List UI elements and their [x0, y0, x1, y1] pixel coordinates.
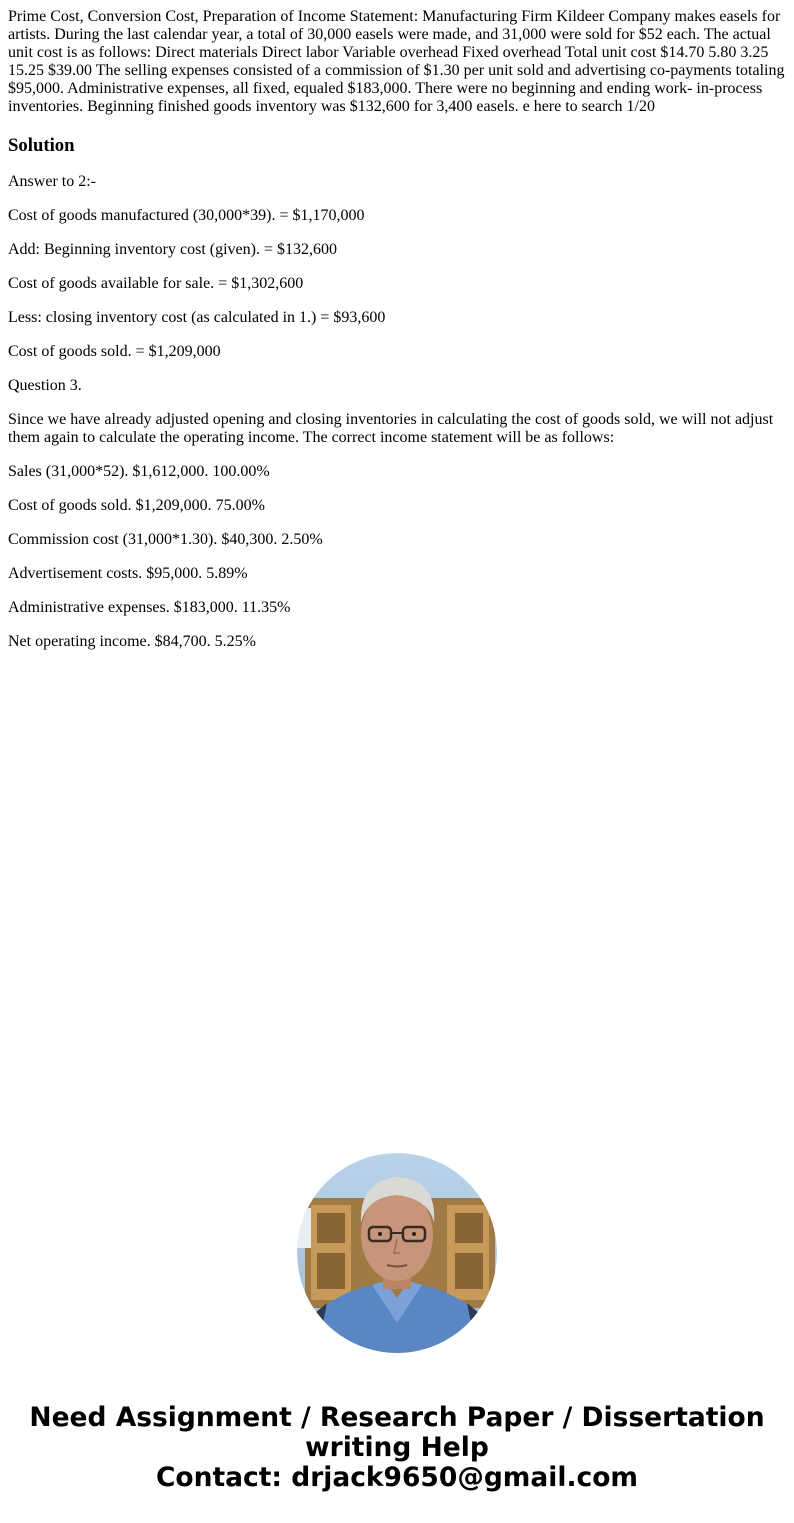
income-statement-line: Advertisement costs. $95,000. 5.89% [8, 565, 248, 582]
solution-line: Less: closing inventory cost (as calculated in 1.) = $93,600 [8, 309, 386, 326]
solution-line: Cost of goods sold. = $1,209,000 [8, 343, 221, 360]
income-statement-line: Administrative expenses. $183,000. 11.35% [8, 599, 291, 616]
solution-line: Answer to 2:- [8, 173, 96, 190]
question-text: Prime Cost, Conversion Cost, Preparation of Income Statement: Manufacturing Firm Kildeer Company makes easels for artists. During the last calendar year, a total of 30,000 easels were made, and 31,000 were sold for $52 each. The actual unit cost is as follows: Direct materials Direct labor Variable overhead Fixed overhead Total unit cost $14.70 5.80 3.25 15.25 $39.00 The selling expenses consisted of a commission of $1.30 per unit sold and advertising co-payments totaling $95,000. Administrative expenses, all fixed, equaled $183,000. There were no beginning and ending work- in-process inventories. Beginning finished goods inventory was $132,600 for 3,400 easels. e here to search 1/20 [8, 8, 785, 115]
income-statement-line: Commission cost (31,000*1.30). $40,300. 2.50% [8, 531, 323, 548]
contact-banner [0, 1403, 794, 1493]
document-body [8, 8, 786, 651]
solution-line: Since we have already adjusted opening and closing inventories in calculating the cost of goods sold, we will not adjust them again to calculate the operating income. The correct income statement will be as follows: [8, 411, 774, 446]
income-statement-line: Sales (31,000*52). $1,612,000. 100.00% [8, 463, 270, 480]
solution-line: Question 3. [8, 377, 82, 394]
solution-heading: Solution [8, 135, 75, 156]
author-photo [297, 1153, 497, 1353]
contact-email: Contact: drjack9650@gmail.com [155, 1462, 639, 1493]
banner-line: writing Help [305, 1432, 489, 1463]
banner-line: Need Assignment / Research Paper / Dissertation [29, 1402, 765, 1433]
solution-line: Add: Beginning inventory cost (given). = $132,600 [8, 241, 337, 258]
solution-line: Cost of goods manufactured (30,000*39). = $1,170,000 [8, 207, 365, 224]
income-statement-line: Cost of goods sold. $1,209,000. 75.00% [8, 497, 265, 514]
solution-line: Cost of goods available for sale. = $1,302,600 [8, 275, 304, 292]
income-statement-line: Net operating income. $84,700. 5.25% [8, 633, 256, 650]
